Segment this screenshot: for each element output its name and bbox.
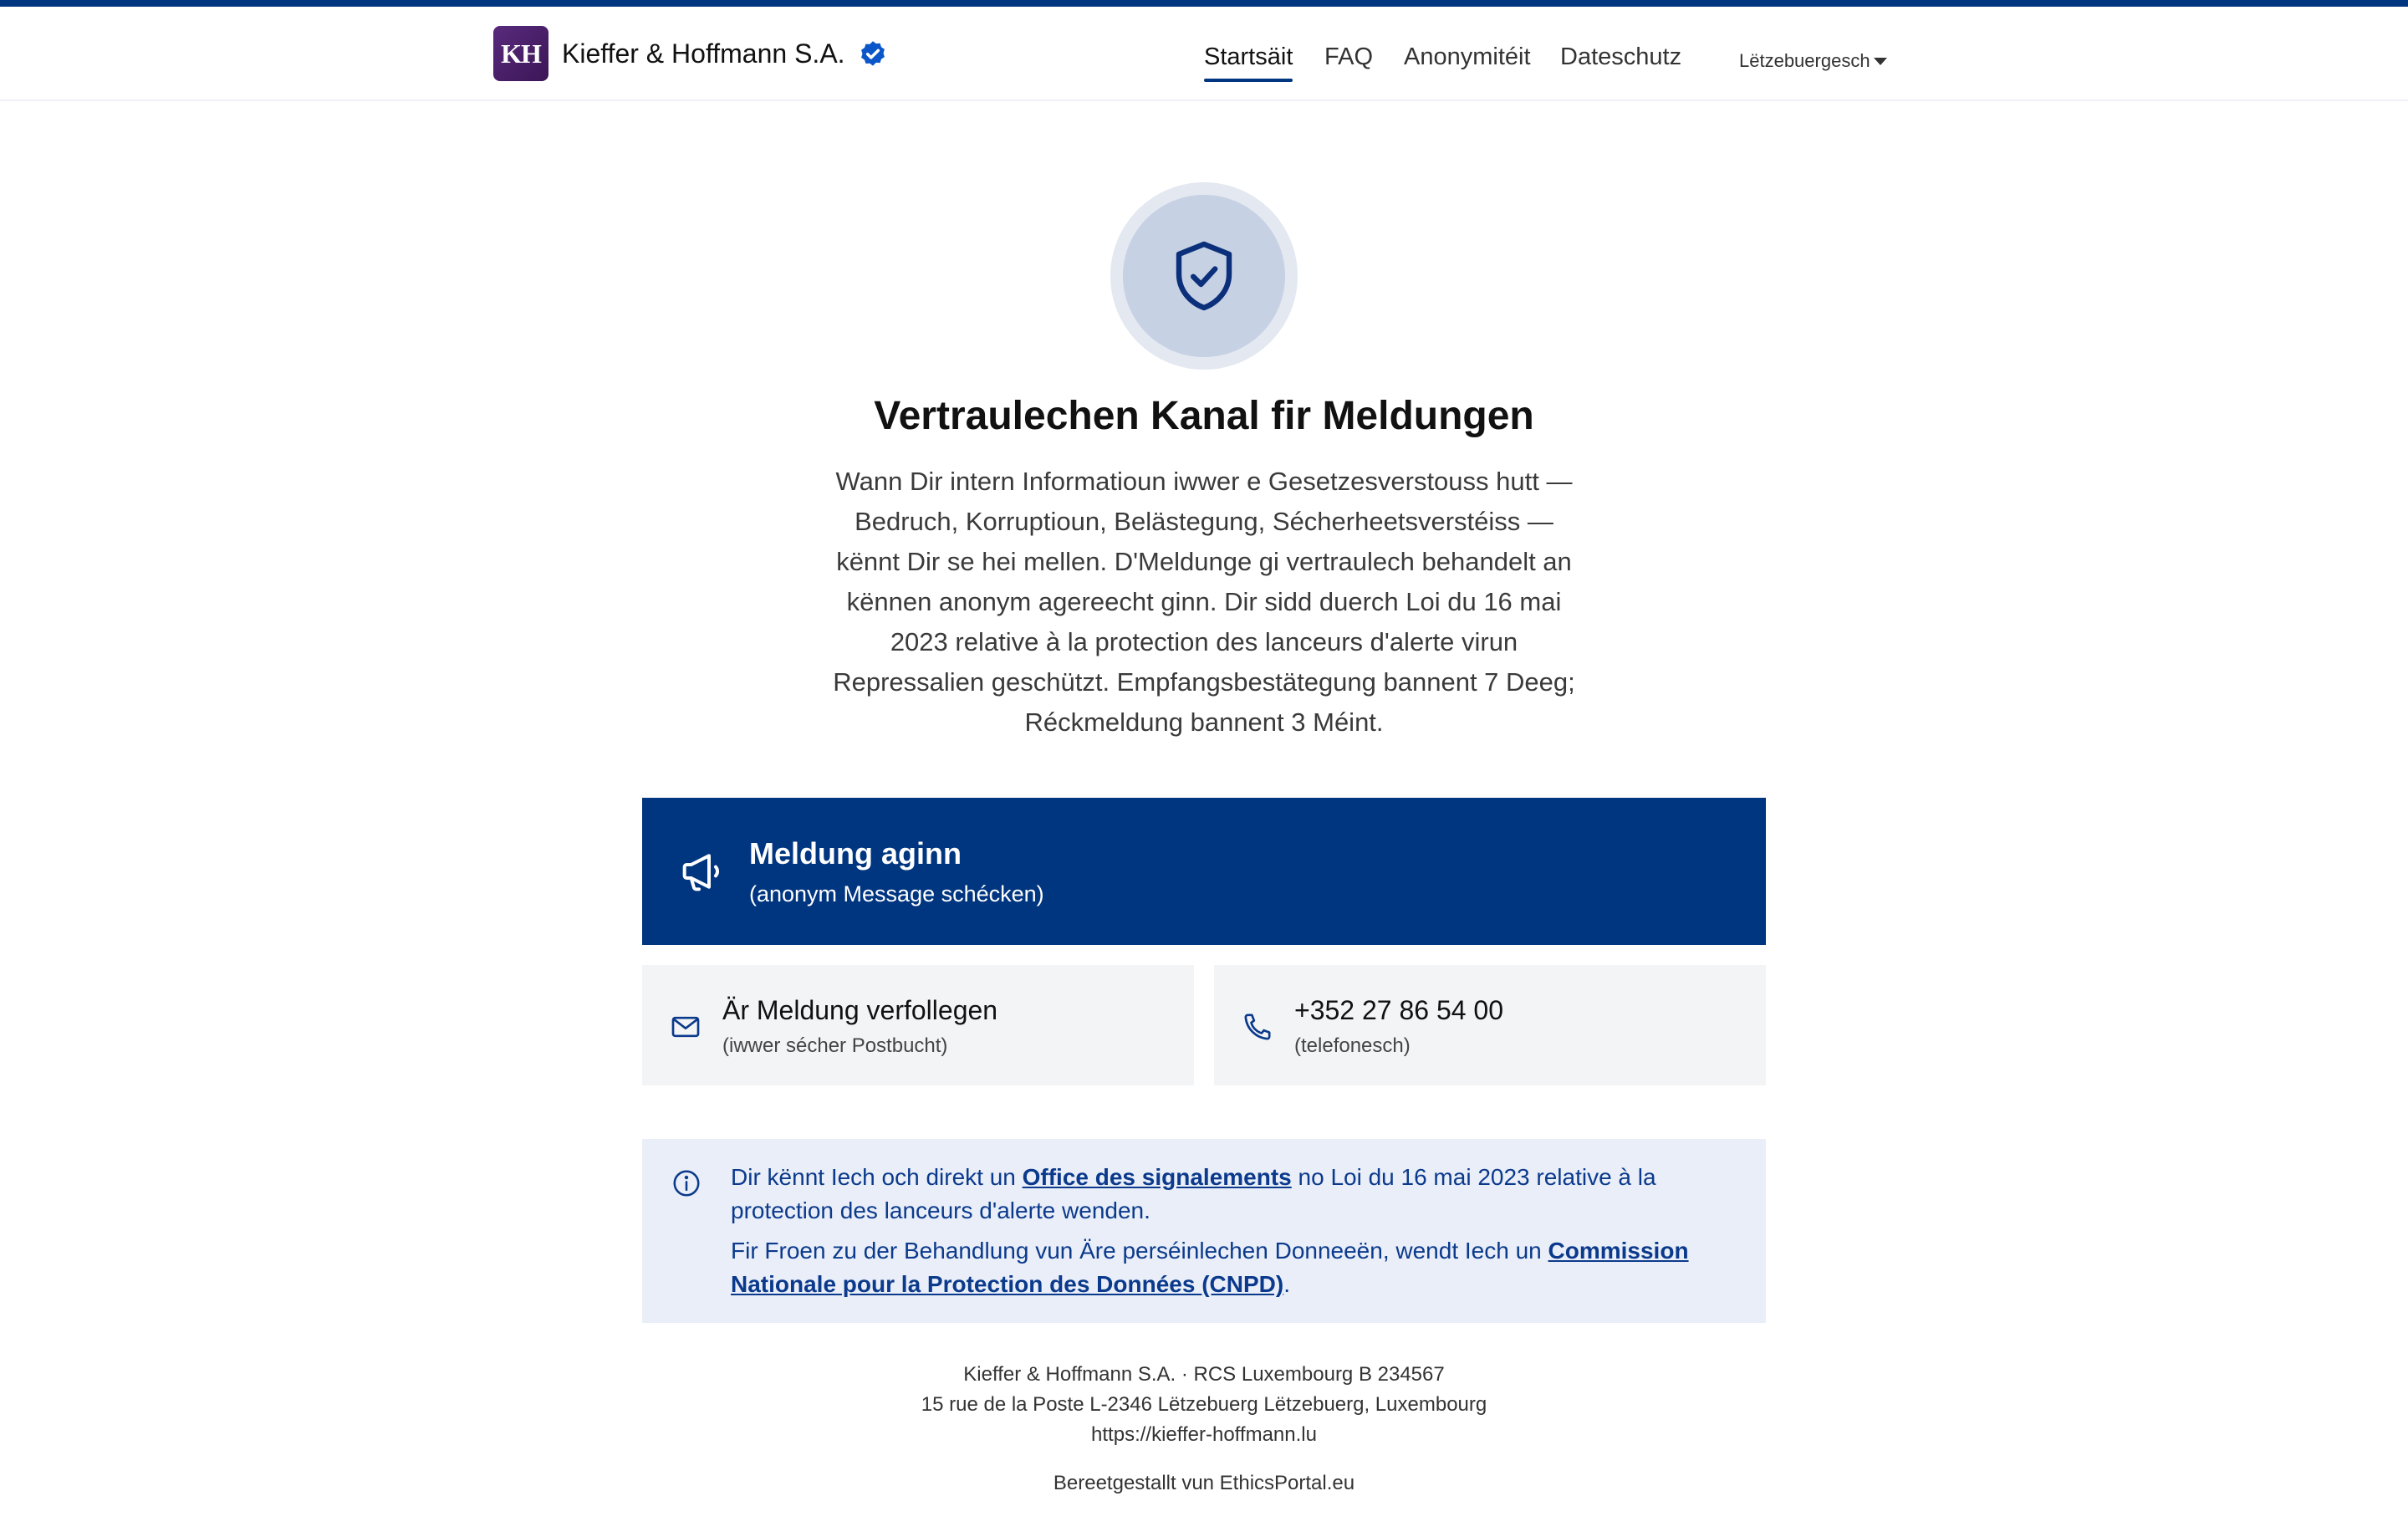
info-icon [671, 1167, 702, 1199]
phone-icon [1241, 1010, 1274, 1044]
language-label: Lëtzebuergesch [1739, 50, 1870, 71]
nav-item-startsait[interactable]: Startsäit [1204, 43, 1293, 70]
verified-badge-icon [857, 38, 889, 69]
company-logo: KH [493, 26, 548, 81]
phone-number: +352 27 86 54 00 [1294, 995, 1504, 1025]
cnpd-link[interactable]: Commission Nationale pour la Protection des Données (CNPD) [731, 1238, 1689, 1297]
phone-subtitle: (telefonesch) [1294, 1034, 1411, 1057]
footer-company: Kieffer & Hoffmann S.A. · RCS Luxembourg B 234567 [963, 1363, 1445, 1386]
submit-report-title: Meldung aginn [749, 836, 962, 871]
submit-report-button[interactable] [642, 798, 1766, 945]
submit-report-subtitle: (anonym Message schécken) [749, 881, 1044, 906]
page-title: Vertraulechen Kanal fir Meldungen [874, 394, 1534, 438]
info-box [642, 1139, 1766, 1323]
phone-report-button[interactable] [1214, 965, 1766, 1085]
nav-item-anonymiteit[interactable]: Anonymitéit [1404, 43, 1531, 70]
top-accent-bar [0, 0, 2408, 7]
info-paragraph-authority: Dir kënnt Iech och direkt un Office des signalements no Loi du 16 mai 2023 relative à la protection des lanceurs d'alerte wenden. [731, 1164, 1656, 1223]
site-header [0, 7, 2408, 101]
megaphone-icon [676, 845, 729, 898]
intro-text: Wann Dir intern Informatioun iwwer e Gesetzesverstouss hutt — Bedruch, Korruptioun, Belästegung, Sécherheetsverstéiss — kënnt Dir se hei mellen. D'Meldunge gi vertraulech behandelt an kënnen anonym agereecht ginn. Dir sidd duerch Loi du 16 mai 2023 relative à la protection des lanceurs d'alerte virun Repressalien geschützt. Empfangsbestätegung bannent 7 Deeg; Réckmeldung bannent 3 Méint. [833, 467, 1575, 737]
track-report-button[interactable] [642, 965, 1194, 1085]
track-report-title: Är Meldung verfollegen [722, 995, 998, 1025]
track-report-subtitle: (iwwer sécher Postbucht) [722, 1034, 948, 1057]
chevron-down-icon [1874, 58, 1887, 65]
language-select[interactable] [1739, 50, 1887, 72]
company-name: Kieffer & Hoffmann S.A. [562, 38, 845, 69]
office-des-signalements-link[interactable]: Office des signalements [1022, 1164, 1292, 1190]
info-paragraph-cnpd: Fir Froen zu der Behandlung vun Äre perséinlechen Donneeën, wendt Iech un Commission Nationale pour la Protection des Données (CNPD). [731, 1238, 1689, 1297]
nav-item-dateschutz[interactable]: Dateschutz [1560, 43, 1682, 70]
brand[interactable] [493, 26, 889, 81]
nav-item-faq[interactable]: FAQ [1324, 43, 1374, 70]
mail-icon [669, 1010, 702, 1044]
footer-powered-by[interactable]: Bereetgestallt vun EthicsPortal.eu [1053, 1472, 1355, 1494]
footer-address: 15 rue de la Poste L-2346 Lëtzebuerg Lëtzebuerg, Luxembourg [921, 1393, 1487, 1416]
shield-check-icon [1110, 182, 1298, 370]
footer-website-link[interactable]: https://kieffer-hoffmann.lu [1091, 1423, 1317, 1446]
